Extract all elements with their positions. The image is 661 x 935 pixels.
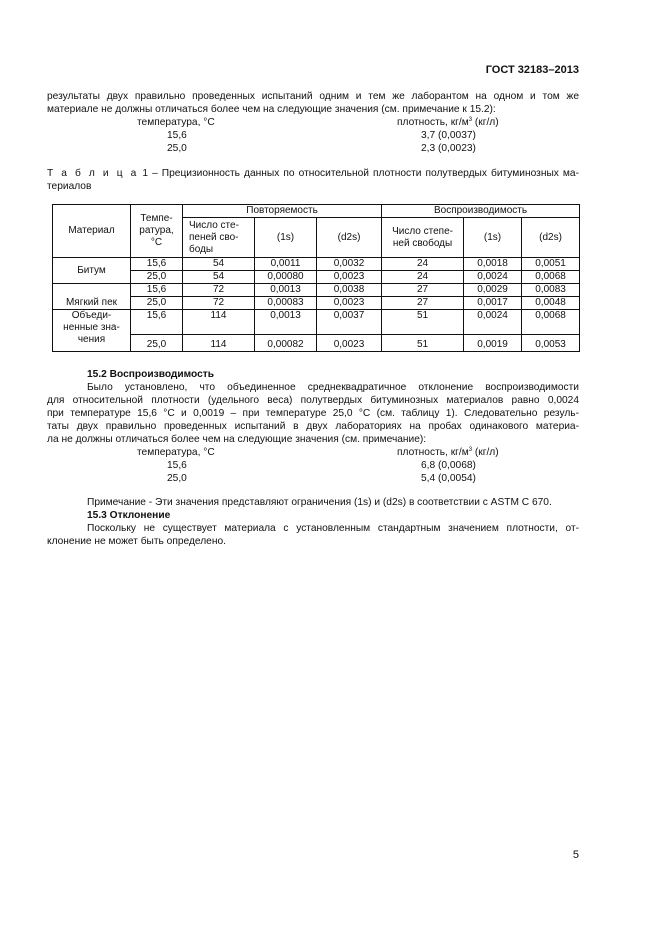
temperature-label: температура, °С: [137, 447, 215, 458]
header-reproducibility: Воспроизводимость: [382, 205, 580, 218]
header-d2s: (d2s): [522, 218, 580, 258]
header-dof-reproducibility: Число степе-ней свободы: [382, 218, 464, 258]
density-label: плотность, $кг/м^3$ (кг/л): [397, 117, 499, 128]
table-row: 25,0 114 0,00082 0,0023 51 0,0019 0,0053: [53, 335, 580, 352]
page-number: 5: [572, 849, 579, 861]
values-row: 25,0 5,4 (0,0054): [167, 473, 476, 484]
section-15-3: 15.3 Отклонение Поскольку не существует материала с установленным стандартным значением плотности, от- клонение не может быть определено.: [47, 510, 579, 547]
intro-values-row: 15,6 3,7 (0,0037): [167, 130, 476, 141]
values-row: 15,6 6,8 (0,0068): [167, 460, 476, 471]
header-d2s: (d2s): [317, 218, 382, 258]
density-label: плотность, $кг/м^3$ (кг/л): [397, 447, 499, 458]
table-row: Объеди-ненные зна-чения 15,6 114 0,0013 0,0037 51 0,0024 0,0068: [53, 310, 580, 335]
table-caption: Т а б л и ц а 1 – Прецизионность данных по относительной плотности полутвердых битуминозных ма- териалов: [47, 168, 579, 192]
table-row: Битум 15,6 54 0,0011 0,0032 24 0,0018 0,0051: [53, 258, 580, 271]
section-title: 15.2 Воспроизводимость: [87, 369, 215, 380]
table-row: Мягкий пек 15,6 72 0,0013 0,0038 27 0,0029 0,0083: [53, 284, 580, 297]
values-header: [47, 446, 579, 459]
section-title: 15.3 Отклонение: [87, 510, 171, 521]
header-repeatability: Повторяемость: [183, 205, 382, 218]
table-row: 25,0 54 0,00080 0,0023 24 0,0024 0,0068: [53, 271, 580, 284]
header-temperature: Темпе-ратура, °С: [131, 205, 183, 258]
header-1s: (1s): [255, 218, 317, 258]
header-1s: (1s): [464, 218, 522, 258]
document-code: ГОСТ 32183–2013: [485, 64, 579, 76]
table-row: 25,0 72 0,00083 0,0023 27 0,0017 0,0048: [53, 297, 580, 310]
intro-line-2: материале не должны отличаться более чем на следующие значения (см. примечание к 15.2):: [47, 104, 496, 115]
precision-table: [52, 204, 580, 352]
section-15-2: 15.2 Воспроизводимость Было установлено, что объединенное среднеквадратичное отклонение воспроизводимости для относительной плотности (удельного веса) полутвердых битуминозных материалов равно 0,0024 при температуре 15,6 °С и 0,0019 – при температуре 25,0 °С (см. таблицу 1). Следовательно резуль- таты двух правильно проведенных испытаний в двух лабораториях на пробах одинакового материа- ла не должны отличаться более чем на следующие значения (см. примечание): температура, °С плотность, $кг/м^3$ (кг/л) 15,6 6,8 (0,0068) 25,0 5,4 (0,0054): [47, 369, 579, 484]
header-dof-repeatability: Число сте-пеней сво-боды: [183, 218, 255, 258]
header-material: Материал: [53, 205, 131, 258]
material-name: Битум: [53, 258, 131, 284]
material-name: Мягкий пек: [53, 284, 131, 310]
intro-line-1: результаты двух правильно проведенных испытаний одним и тем же лаборантом на одном и том же: [47, 91, 579, 102]
intro-values-header: [47, 116, 579, 129]
note: Примечание - Эти значения представляют ограничения (1s) и (d2s) в соответствии с ASTM С 670.: [87, 497, 552, 508]
material-name: Объеди-ненные зна-чения: [53, 310, 131, 352]
intro-values-row: 25,0 2,3 (0,0023): [167, 143, 476, 154]
temperature-label: температура, °С: [137, 117, 215, 128]
intro-paragraph: [47, 90, 579, 155]
